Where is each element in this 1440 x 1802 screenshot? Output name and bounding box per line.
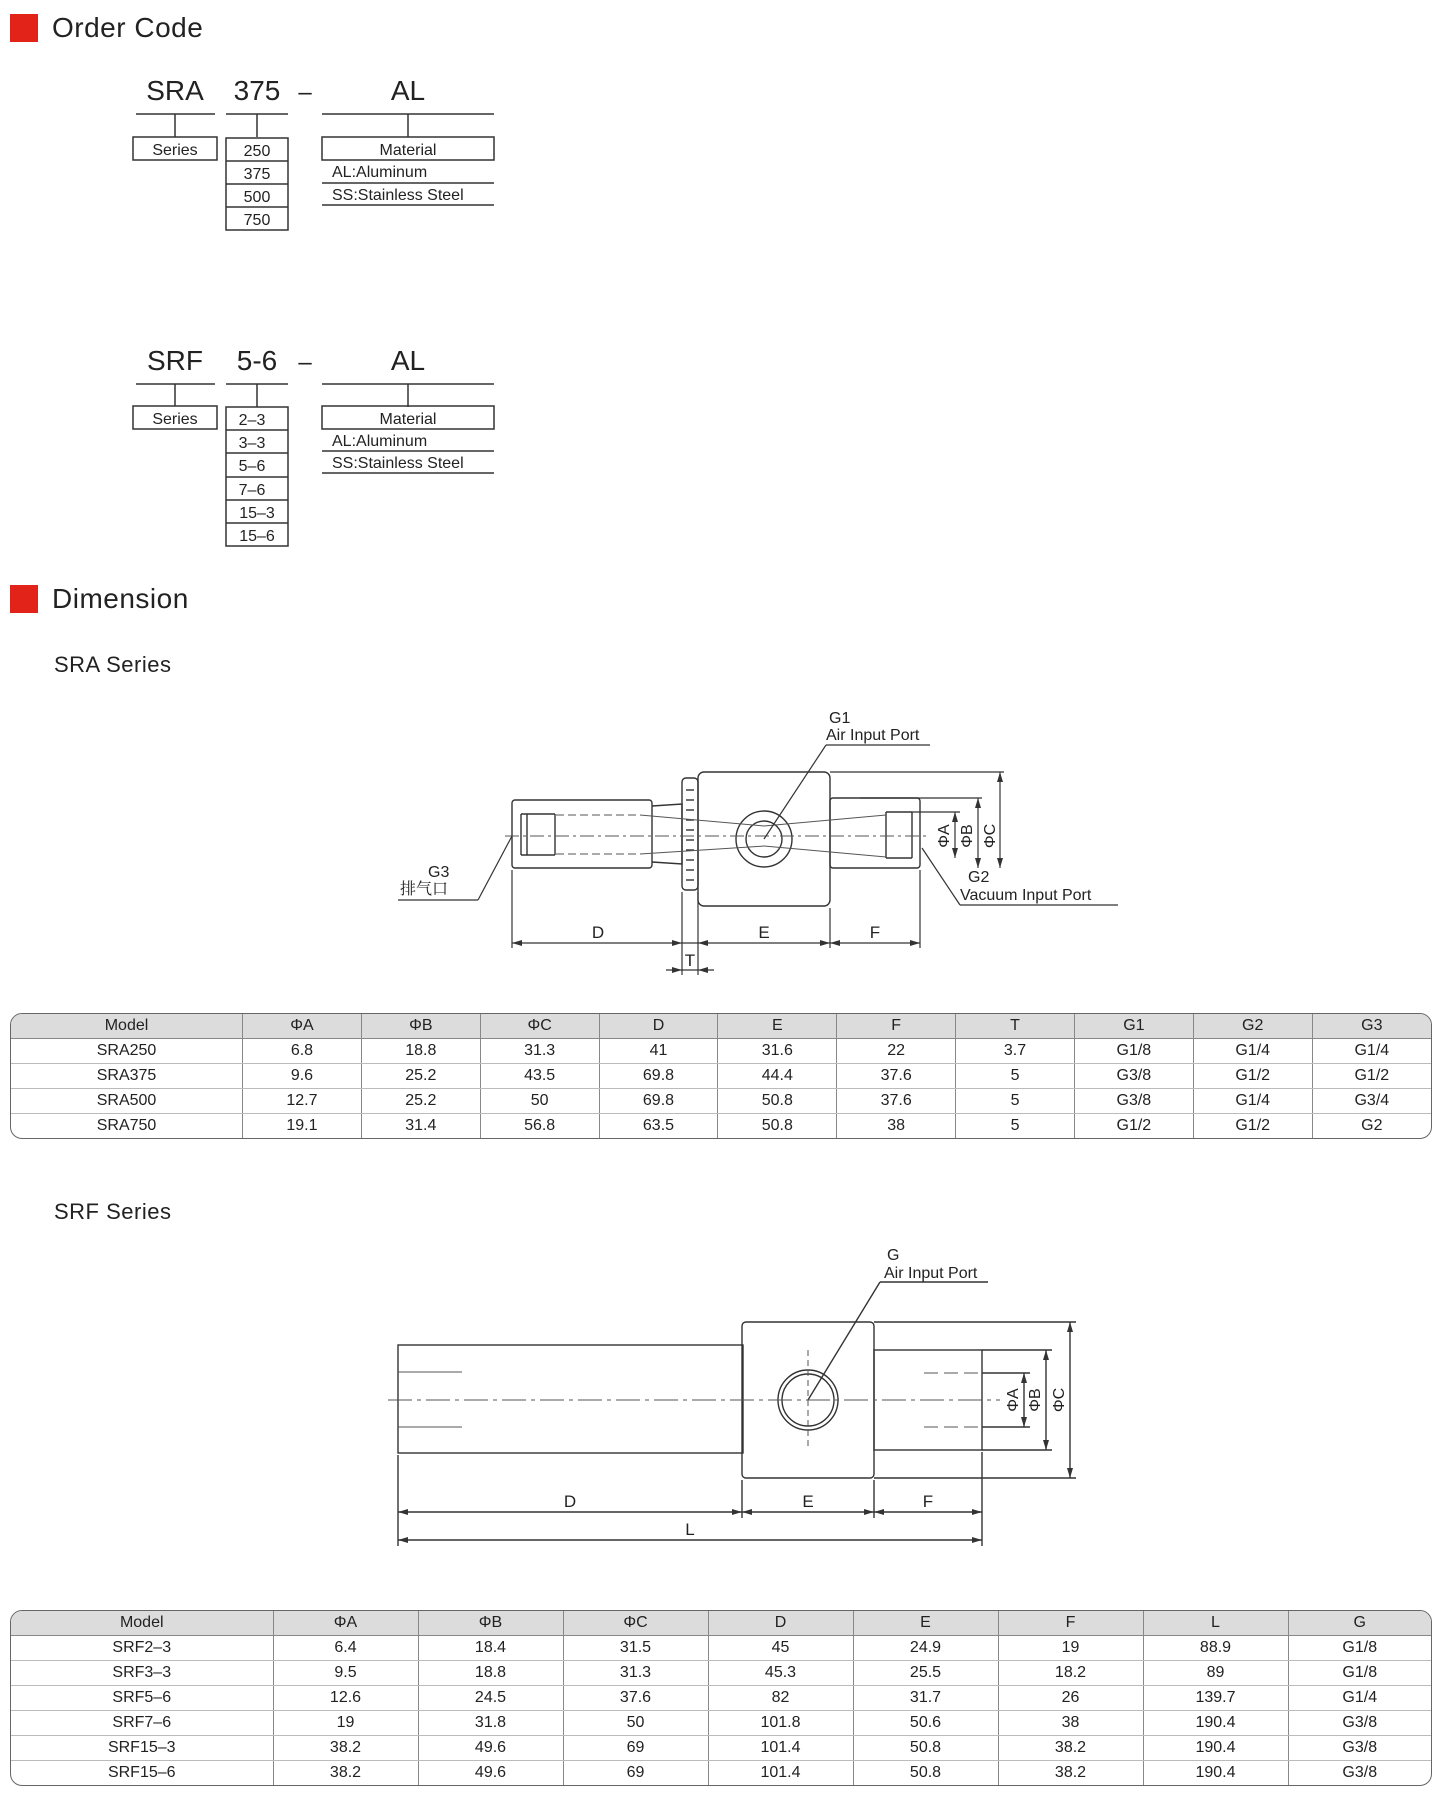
sra-prefix: SRA: [146, 75, 204, 106]
column-header: E: [718, 1014, 837, 1039]
column-header: G1: [1074, 1014, 1193, 1039]
table-cell: 26: [998, 1686, 1143, 1711]
sra-g2-desc: Vacuum Input Port: [960, 887, 1092, 904]
section-marker: [10, 585, 38, 613]
srf-g-label: G: [887, 1247, 900, 1264]
sra-dim-phi-c: ΦC: [982, 823, 999, 849]
srf-size-option: 2–3: [238, 412, 266, 429]
srf-material-code: AL: [390, 345, 426, 376]
column-header: ΦC: [480, 1014, 599, 1039]
table-cell: 19: [273, 1711, 418, 1736]
table-row: [11, 1064, 1431, 1089]
column-header: ΦA: [273, 1611, 418, 1636]
srf-order-code: [0, 330, 520, 550]
table-cell: 9.5: [273, 1661, 418, 1686]
column-header: D: [599, 1014, 718, 1039]
table-cell: SRF7–6: [11, 1711, 273, 1736]
srf-dim-phi-c: ΦC: [1051, 1387, 1068, 1413]
table-cell: 18.8: [361, 1039, 480, 1064]
table-cell: 31.4: [361, 1114, 480, 1139]
srf-material-option: SS:Stainless Steel: [332, 455, 464, 472]
sra-g3-label: G3: [428, 864, 450, 881]
table-cell: 44.4: [718, 1064, 837, 1089]
table-cell: 31.3: [563, 1661, 708, 1686]
table-row: [11, 1089, 1431, 1114]
sra-size-option: 375: [243, 166, 271, 183]
srf-dash: –: [298, 349, 312, 376]
srf-dim-phi-b: ΦB: [1027, 1388, 1044, 1412]
table-cell: 38.2: [998, 1736, 1143, 1761]
section-marker: [10, 14, 38, 42]
table-cell: 45.3: [708, 1661, 853, 1686]
table-cell: G3/4: [1312, 1089, 1431, 1114]
srf-series-label: Series: [152, 411, 198, 428]
table-cell: 69: [563, 1736, 708, 1761]
table-cell: 49.6: [418, 1761, 563, 1786]
table-cell: 82: [708, 1686, 853, 1711]
table-row: [11, 1661, 1431, 1686]
table-cell: 45: [708, 1636, 853, 1661]
table-cell: 31.7: [853, 1686, 998, 1711]
column-header: ΦC: [563, 1611, 708, 1636]
table-cell: G1/8: [1074, 1039, 1193, 1064]
sra-material-code: AL: [390, 75, 426, 106]
table-cell: 37.6: [837, 1064, 956, 1089]
table-cell: G3/8: [1342, 1764, 1378, 1781]
table-cell: 18.4: [418, 1636, 563, 1661]
table-cell: 50.8: [718, 1114, 837, 1139]
table-cell: G3/8: [1288, 1736, 1431, 1761]
table-cell: G3/8: [1074, 1064, 1193, 1089]
table-cell: 50: [563, 1711, 708, 1736]
table-cell: SRF3–3: [11, 1661, 273, 1686]
table-row: [11, 1039, 1431, 1064]
table-row: [11, 1686, 1431, 1711]
column-header: G3: [1312, 1014, 1431, 1039]
table-cell: 49.6: [418, 1736, 563, 1761]
table-cell: 12.7: [243, 1089, 362, 1114]
table-cell: 12.6: [273, 1686, 418, 1711]
sra-size-option: 750: [243, 212, 271, 229]
table-cell: G1/8: [1288, 1636, 1431, 1661]
table-cell: 38.2: [273, 1761, 418, 1786]
table-cell: G1/4: [1193, 1039, 1312, 1064]
table-cell: 31.8: [418, 1711, 563, 1736]
srf-dim-phi-a: ΦA: [1005, 1388, 1022, 1412]
srf-series-title: SRF Series: [54, 1199, 172, 1224]
table-cell: 31.5: [563, 1636, 708, 1661]
srf-prefix: SRF: [147, 345, 203, 376]
srf-size-option: 3–3: [238, 435, 266, 452]
table-cell: 41: [599, 1039, 718, 1064]
column-header: F: [837, 1014, 956, 1039]
table-row: [11, 1736, 1431, 1761]
table-cell: 50.8: [853, 1736, 998, 1761]
column-header: Model: [11, 1611, 273, 1636]
sra-dim-phi-a: ΦA: [936, 824, 953, 848]
table-cell: 37.6: [563, 1686, 708, 1711]
table-cell: 50: [480, 1089, 599, 1114]
table-row: [11, 1636, 1431, 1661]
srf-size: 5-6: [236, 345, 278, 376]
dimension-title: Dimension: [52, 583, 189, 614]
table-cell: 139.7: [1143, 1686, 1288, 1711]
table-cell: G3/8: [1288, 1711, 1431, 1736]
sra-material-option: AL:Aluminum: [332, 164, 428, 181]
table-cell: SRF15–6: [11, 1761, 273, 1786]
sra-dim-phi-b: ΦB: [959, 824, 976, 848]
column-header: T: [956, 1014, 1075, 1039]
table-cell: 5: [956, 1114, 1075, 1139]
column-header: Model: [11, 1014, 243, 1039]
table-cell: 25.2: [361, 1064, 480, 1089]
sra-g3-desc: 排气口: [400, 881, 449, 898]
table-cell: SRF5–6: [11, 1686, 273, 1711]
table-cell: G1/2: [1312, 1064, 1431, 1089]
srf-g-desc: Air Input Port: [884, 1265, 978, 1282]
column-header: ΦA: [243, 1014, 362, 1039]
table-cell: 18.8: [418, 1661, 563, 1686]
table-cell: 38: [998, 1711, 1143, 1736]
sra-g1-desc: Air Input Port: [826, 727, 920, 744]
sra-g1-label: G1: [829, 710, 851, 727]
table-cell: 5: [956, 1089, 1075, 1114]
sra-series-label: Series: [152, 142, 198, 159]
table-cell: 38.2: [273, 1736, 418, 1761]
table-cell: 3.7: [956, 1039, 1075, 1064]
srf-dim-d: D: [563, 1492, 577, 1511]
table-cell: G1/4: [1193, 1089, 1312, 1114]
srf-size-option: 15–3: [239, 505, 275, 522]
sra-order-code: [0, 60, 520, 240]
table-cell: SRA250: [11, 1039, 243, 1064]
sra-dim-t: T: [684, 951, 696, 970]
table-cell: 38.2: [998, 1761, 1143, 1786]
column-header: G: [1288, 1611, 1431, 1636]
table-cell: 25.5: [853, 1661, 998, 1686]
table-cell: 6.4: [273, 1636, 418, 1661]
table-cell: 19: [998, 1636, 1143, 1661]
table-cell: 50.8: [718, 1089, 837, 1114]
table-cell: 22: [837, 1039, 956, 1064]
srf-dim-l: L: [685, 1520, 695, 1539]
table-cell: 101.4: [708, 1736, 853, 1761]
srf-size-option: 7–6: [238, 482, 266, 499]
srf-dimension-table: [10, 1610, 1432, 1786]
table-cell: SRA750: [11, 1114, 243, 1139]
table-cell: 6.8: [243, 1039, 362, 1064]
table-cell: SRF15–3: [11, 1736, 273, 1761]
table-cell: G1/2: [1074, 1114, 1193, 1139]
table-cell: 50.8: [853, 1761, 998, 1786]
sra-g2-label: G2: [968, 869, 990, 886]
srf-dim-e: E: [802, 1492, 814, 1511]
table-cell: 101.8: [708, 1711, 853, 1736]
table-cell: SRA500: [11, 1089, 243, 1114]
table-header-row: [11, 1014, 1431, 1039]
column-header: ΦB: [418, 1611, 563, 1636]
table-cell: 190.4: [1143, 1736, 1288, 1761]
table-cell: G1/2: [1193, 1114, 1312, 1139]
table-cell: G1/4: [1312, 1039, 1431, 1064]
sra-size-option: 250: [243, 143, 271, 160]
column-header: E: [853, 1611, 998, 1636]
srf-material-option: AL:Aluminum: [332, 433, 428, 450]
srf-size-option: 15–6: [239, 528, 275, 545]
table-row: [11, 1114, 1431, 1139]
table-cell: 88.9: [1143, 1636, 1288, 1661]
srf-dim-f: F: [922, 1492, 934, 1511]
sra-dimension-table: [10, 1013, 1432, 1139]
srf-dimension-drawing: [0, 1240, 1440, 1560]
table-cell: 190.4: [1143, 1711, 1288, 1736]
table-cell: 19.1: [243, 1114, 362, 1139]
sra-dim-d: D: [591, 923, 605, 942]
table-header-row: [11, 1611, 1431, 1636]
table-cell: 50.6: [853, 1711, 998, 1736]
sra-dim-e: E: [758, 923, 770, 942]
table-cell: 25.2: [361, 1089, 480, 1114]
table-row: [11, 1761, 1431, 1786]
table-cell: SRF2–3: [11, 1636, 273, 1661]
sra-series-title: SRA Series: [54, 652, 172, 677]
sra-material-option: SS:Stainless Steel: [332, 187, 464, 204]
dimension-header: [10, 583, 189, 615]
table-cell: G1/8: [1288, 1661, 1431, 1686]
table-cell: 43.5: [480, 1064, 599, 1089]
sra-dimension-drawing: [0, 700, 1440, 990]
column-header: F: [998, 1611, 1143, 1636]
sra-size: 375: [233, 75, 281, 106]
table-cell: 101.4: [708, 1761, 853, 1786]
sra-dim-f: F: [869, 923, 881, 942]
column-header: L: [1143, 1611, 1288, 1636]
table-cell: 31.6: [718, 1039, 837, 1064]
sra-size-option: 500: [243, 189, 271, 206]
table-cell: 5: [956, 1064, 1075, 1089]
srf-size-option: 5–6: [238, 458, 266, 475]
table-cell: 56.8: [480, 1114, 599, 1139]
column-header: D: [708, 1611, 853, 1636]
table-cell: 37.6: [837, 1089, 956, 1114]
order-code-title: Order Code: [52, 12, 204, 43]
column-header: G2: [1193, 1014, 1312, 1039]
table-cell: 69.8: [599, 1089, 718, 1114]
sra-material-header: Material: [379, 142, 437, 159]
table-cell: 63.5: [599, 1114, 718, 1139]
table-cell: 38: [837, 1114, 956, 1139]
table-cell: 89: [1143, 1661, 1288, 1686]
table-cell: 190.4: [1143, 1761, 1288, 1786]
table-cell: 69: [563, 1761, 708, 1786]
table-cell: 24.5: [418, 1686, 563, 1711]
table-cell: 18.2: [998, 1661, 1143, 1686]
column-header: ΦB: [361, 1014, 480, 1039]
order-code-header: [10, 12, 203, 44]
table-cell: 69.8: [599, 1064, 718, 1089]
table-cell: 9.6: [243, 1064, 362, 1089]
table-cell: 24.9: [853, 1636, 998, 1661]
table-cell: SRA375: [11, 1064, 243, 1089]
table-cell: 31.3: [480, 1039, 599, 1064]
table-cell: G1/2: [1193, 1064, 1312, 1089]
table-cell: G1/4: [1288, 1686, 1431, 1711]
table-cell: G3/8: [1074, 1089, 1193, 1114]
srf-material-header: Material: [379, 411, 437, 428]
table-row: [11, 1711, 1431, 1736]
table-cell: G2: [1361, 1117, 1383, 1134]
sra-dash: –: [298, 79, 312, 106]
